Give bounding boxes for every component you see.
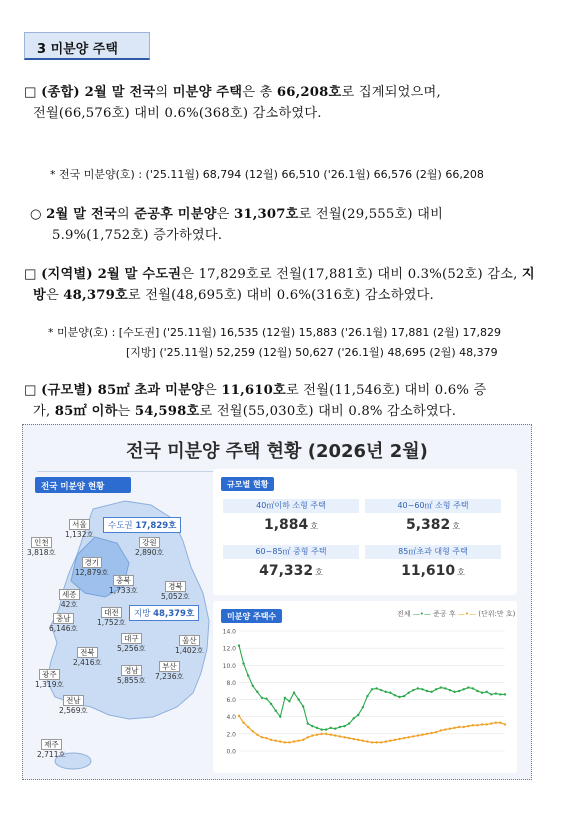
data-point (362, 706, 364, 708)
data-point (472, 724, 474, 726)
data-point (270, 703, 272, 705)
data-point (440, 729, 442, 731)
data-point (274, 710, 276, 712)
data-point (412, 735, 414, 737)
data-point (499, 693, 501, 695)
data-point (417, 734, 419, 736)
data-point (463, 688, 465, 690)
data-point (481, 723, 483, 725)
data-point (352, 717, 354, 719)
data-point (302, 739, 304, 741)
data-point (504, 693, 506, 695)
section-title: 3 미분양 주택 (24, 32, 150, 60)
data-point (440, 686, 442, 688)
region-jeju: 제주 2,711호 (37, 740, 66, 759)
y-tick-label: 14.0 (222, 628, 236, 636)
trend-tag: 미분양 주택수 (221, 609, 282, 623)
data-point (467, 725, 469, 727)
bullet-circle: ○ (30, 207, 42, 222)
data-point (371, 688, 373, 690)
data-point (297, 740, 299, 742)
region-chungbuk: 충북 1,733호 (109, 576, 138, 595)
scale-cell: 60~85㎡ 중형 주택 47,332 호 (223, 545, 359, 579)
data-point (485, 691, 487, 693)
data-point (307, 722, 309, 724)
note-national: * 전국 미분양(호) : ('25.11월) 68,794 (12월) 66,510 ('26.1월) 66,576 (2월) 66,208 (50, 168, 484, 181)
y-tick-label: 4.0 (226, 714, 236, 722)
data-point (343, 725, 345, 727)
data-point (412, 689, 414, 691)
region-gangwon: 강원 2,890호 (135, 538, 164, 557)
data-point (481, 692, 483, 694)
paragraph-overall: □ (종합) 2월 말 전국의 미분양 주택은 총 66,208호로 집계되었으며, 전월(66,576호) 대비 0.6%(368호) 감소하였다. (24, 85, 441, 121)
scale-panel (213, 469, 517, 595)
data-point (499, 722, 501, 724)
data-point (284, 741, 286, 743)
trend-chart (215, 625, 515, 771)
data-point (357, 714, 359, 716)
data-point (311, 734, 313, 736)
data-point (403, 695, 405, 697)
region-gwangju: 광주 1,319호 (35, 670, 64, 689)
data-point (261, 736, 263, 738)
data-point (472, 687, 474, 689)
data-point (311, 725, 313, 727)
data-point (476, 690, 478, 692)
data-point (325, 733, 327, 735)
region-incheon: 인천 3,818호 (27, 538, 56, 557)
data-point (453, 727, 455, 729)
data-point (385, 691, 387, 693)
data-point (357, 739, 359, 741)
data-point (261, 697, 263, 699)
region-gyeongnam: 경남 5,855호 (117, 666, 146, 685)
data-point (288, 700, 290, 702)
data-point (366, 740, 368, 742)
scale-cell: 85㎡초과 대형 주택 11,610 호 (365, 545, 501, 579)
data-point (426, 690, 428, 692)
data-point (256, 691, 258, 693)
y-tick-label: 12.0 (222, 645, 236, 653)
data-point (242, 662, 244, 664)
y-tick-label: 10.0 (222, 662, 236, 670)
data-point (320, 733, 322, 735)
infographic (22, 424, 532, 780)
data-point (490, 693, 492, 695)
region-gyeonggi: 경기 12,879호 (75, 558, 109, 577)
data-point (394, 694, 396, 696)
data-point (270, 739, 272, 741)
data-point (458, 726, 460, 728)
data-point (449, 689, 451, 691)
region-busan: 부산 7,236호 (155, 662, 184, 681)
y-tick-label: 8.0 (226, 679, 236, 687)
paragraph-completed: ○ 2월 말 전국의 준공후 미분양은 31,307호로 전월(29,555호) 대비 5.9%(1,752호) 증가하였다. (30, 207, 444, 243)
data-point (334, 728, 336, 730)
data-point (247, 726, 249, 728)
data-point (343, 736, 345, 738)
data-point (247, 674, 249, 676)
data-point (407, 692, 409, 694)
data-point (463, 726, 465, 728)
data-point (274, 740, 276, 742)
scale-cell: 40~60㎡ 소형 주택 5,382 호 (365, 499, 501, 533)
data-point (238, 644, 240, 646)
bullet-square: □ (24, 85, 37, 100)
data-point (307, 736, 309, 738)
paragraph-size: □ (규모별) 85㎡ 초과 미분양은 11,610호로 전월(11,546호) 대비 0.6% 증 가, 85㎡ 이하는 54,598호로 전월(55,030호) 대비 0.8% 감소하였다. (24, 383, 487, 419)
data-point (330, 734, 332, 736)
data-point (385, 740, 387, 742)
y-tick-label: 2.0 (226, 731, 236, 739)
region-sejong: 세종 42호 (60, 590, 78, 609)
data-point (394, 739, 396, 741)
data-point (495, 722, 497, 724)
data-point (348, 737, 350, 739)
data-point (330, 727, 332, 729)
data-point (504, 723, 506, 725)
data-point (389, 692, 391, 694)
region-jeonbuk: 전북 2,416호 (73, 648, 102, 667)
data-point (453, 691, 455, 693)
data-point (435, 688, 437, 690)
paragraph-regional: □ (지역별) 2월 말 수도권은 17,829호로 전월(17,881호) 대비 0.3%(52호) 감소, 지 방은 48,379호로 전월(48,695호) 대비 0.6%(316호) 감소하였다. (24, 267, 535, 303)
region-gyeongbuk: 경북 5,052호 (161, 582, 190, 601)
bullet-square: □ (24, 383, 37, 398)
data-point (242, 722, 244, 724)
data-point (375, 741, 377, 743)
data-point (279, 740, 281, 742)
data-point (252, 730, 254, 732)
data-point (362, 740, 364, 742)
data-point (352, 738, 354, 740)
data-point (444, 728, 446, 730)
data-point (403, 737, 405, 739)
region-daegu: 대구 5,256호 (117, 634, 146, 653)
data-point (288, 741, 290, 743)
data-point (495, 692, 497, 694)
data-point (293, 740, 295, 742)
region-daejeon: 대전 1,752호 (97, 608, 126, 627)
map-tag: 전국 미분양 현황 (35, 477, 131, 493)
data-point (389, 740, 391, 742)
data-point (320, 728, 322, 730)
data-point (421, 734, 423, 736)
data-point (252, 685, 254, 687)
scale-tag: 규모별 현황 (221, 477, 274, 491)
data-point (476, 724, 478, 726)
data-point (238, 715, 240, 717)
local-callout: 지방 48,379호 (129, 605, 199, 621)
data-point (430, 732, 432, 734)
data-point (297, 698, 299, 700)
data-point (256, 734, 258, 736)
data-point (398, 738, 400, 740)
note-regional: * 미분양(호) : [수도권] ('25.11월) 16,535 (12월) 15,883 ('26.1월) 17,881 (2월) 17,829 [지방] ('25.11월) 52,259 (12월) 50,627 ('26.1월) 48,695 (2월) 48,379 (48, 326, 502, 359)
data-point (426, 733, 428, 735)
region-seoul: 서울 1,132호 (65, 520, 94, 539)
data-point (302, 705, 304, 707)
infographic-title: 전국 미분양 주택 현황 (2026년 2월) (126, 441, 428, 462)
data-point (490, 722, 492, 724)
bullet-square: □ (24, 267, 37, 282)
data-point (430, 691, 432, 693)
capital-callout: 수도권 17,829호 (103, 517, 181, 533)
data-point (380, 741, 382, 743)
data-point (444, 687, 446, 689)
data-point (449, 728, 451, 730)
data-point (417, 687, 419, 689)
data-point (458, 690, 460, 692)
y-tick-label: 0.0 (226, 748, 236, 756)
data-point (325, 728, 327, 730)
data-point (334, 734, 336, 736)
data-point (398, 696, 400, 698)
data-point (293, 692, 295, 694)
data-point (375, 687, 377, 689)
data-point (279, 716, 281, 718)
region-jeonnam: 전남 2,569호 (59, 696, 88, 715)
data-point (339, 735, 341, 737)
data-point (407, 736, 409, 738)
data-point (366, 695, 368, 697)
data-point (339, 726, 341, 728)
data-point (467, 686, 469, 688)
y-tick-label: 6.0 (226, 697, 236, 705)
data-point (371, 741, 373, 743)
trend-panel (213, 601, 517, 773)
data-point (380, 689, 382, 691)
data-point (265, 698, 267, 700)
data-point (485, 723, 487, 725)
scale-cell: 40㎡이하 소형 주택 1,884 호 (223, 499, 359, 533)
region-chungnam: 충남 6,146호 (49, 614, 78, 633)
series-line-completed (239, 716, 505, 743)
data-point (421, 688, 423, 690)
data-point (265, 737, 267, 739)
data-point (316, 727, 318, 729)
data-point (316, 734, 318, 736)
data-point (348, 722, 350, 724)
chart-legend: 전체 —•— 준공 후 —•— (단위:만 호) (397, 610, 516, 618)
region-ulsan: 울산 1,402호 (175, 636, 204, 655)
data-point (435, 731, 437, 733)
data-point (284, 697, 286, 699)
